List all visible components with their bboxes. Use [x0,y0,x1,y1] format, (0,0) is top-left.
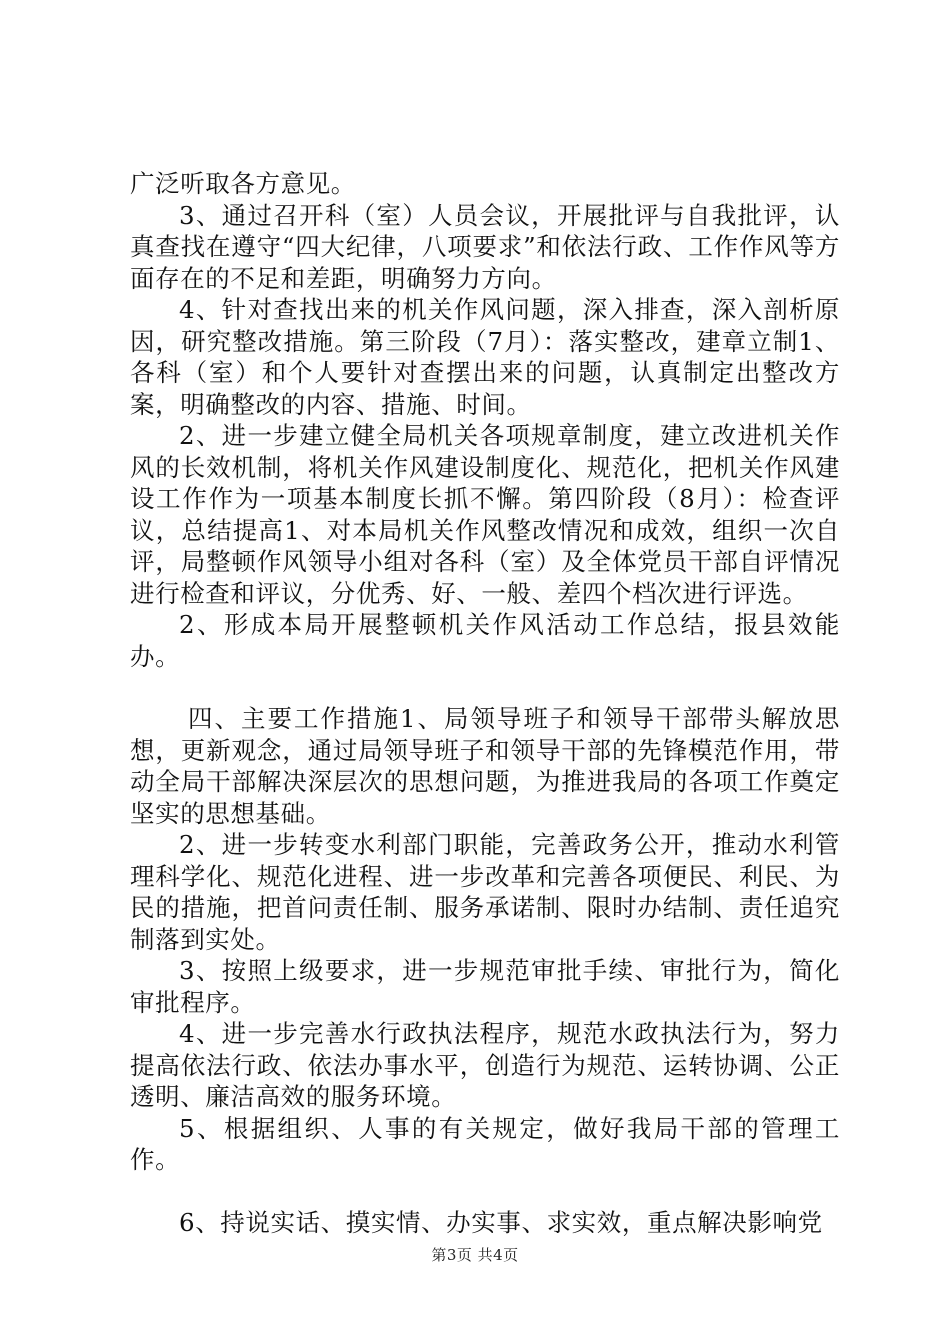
document-body [130,168,840,1238]
paragraph-9: 4、进一步完善水行政执法程序，规范水政执法行为，努力提高依法行政、依法办事水平，创造行为规范、运转协调、公正透明、廉洁高效的服务环境。 [130,1019,840,1111]
paragraph-3: 4、针对查找出来的机关作风问题，深入排查，深入剖析原因，研究整改措施。第三阶段（7月）：落实整改，建章立制1、各科（室）和个人要针对查摆出来的问题，认真制定出整改方案，明确整改的内容、措施、时间。 [130,295,840,419]
paragraph-10: 5、根据组织、人事的有关规定，做好我局干部的管理工作。 [130,1113,840,1174]
paragraph-7: 2、进一步转变水利部门职能，完善政务公开，推动水利管理科学化、规范化进程、进一步改革和完善各项便民、利民、为民的措施，把首问责任制、服务承诺制、限时办结制、责任追究制落到实处。 [130,830,840,954]
page-number-footer: 第3页 共4页 [431,1246,519,1264]
paragraph-1: 广泛听取各方意见。 [130,169,356,198]
paragraph-11: 6、持说实话、摸实情、办实事、求实效，重点解决影响党 [179,1207,823,1237]
paragraph-5: 2、形成本局开展整顿机关作风活动工作总结，报县效能办。 [130,610,840,671]
paragraph-2: 3、通过召开科（室）人员会议，开展批评与自我批评，认真查找在遵守“四大纪律，八项要求”和依法行政、工作作风等方面存在的不足和差距，明确努力方向。 [130,200,840,293]
paragraph-6: 四、主要工作措施1、局领导班子和领导干部带头解放思想，更新观念，通过局领导班子和领导干部的先锋模范作用，带动全局干部解决深层次的思想问题，为推进我局的各项工作奠定坚实的思想基础。 [130,704,840,828]
paragraph-8: 3、按照上级要求，进一步规范审批手续、审批行为，简化审批程序。 [130,956,840,1017]
paragraph-4: 2、进一步建立健全局机关各项规章制度，建立改进机关作风的长效机制，将机关作风建设制度化、规范化，把机关作风建设工作作为一项基本制度长抓不懈。第四阶段（8月）：检查评议，总结提高1、对本局机关作风整改情况和成效，组织一次自评，局整顿作风领导小组对各科（室）及全体党员干部自评情况进行检查和评议，分优秀、好、一般、差四个档次进行评选。 [130,421,840,608]
